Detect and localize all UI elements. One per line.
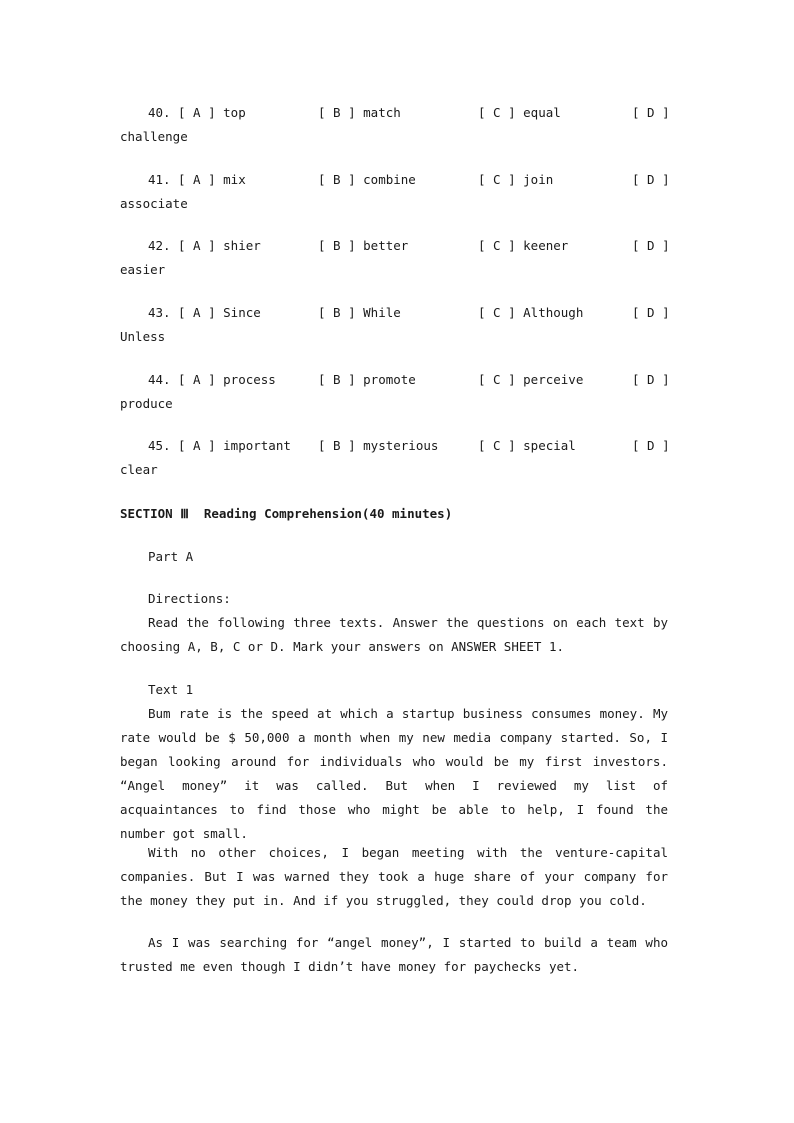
question-45	[120, 434, 668, 484]
option-d-label: [ D ]	[632, 372, 670, 387]
directions-text: Read the following three texts. Answer the questions on each text by choosing A, B, C or D. Mark your answers on ANSWER SHEET 1.	[120, 615, 668, 654]
question-number: 42.	[148, 238, 171, 253]
option-b: [ B ] mysterious	[318, 438, 439, 453]
option-b: [ B ] promote	[318, 372, 416, 387]
option-a: [ A ] shier	[178, 238, 261, 253]
option-d-label: [ D ]	[632, 305, 670, 320]
option-d-label: [ D ]	[632, 105, 670, 120]
part-label: Part A	[148, 549, 194, 564]
option-c: [ C ] Although	[478, 305, 584, 320]
option-d-label: [ D ]	[632, 238, 670, 253]
question-number: 44.	[148, 372, 171, 387]
question-42	[120, 234, 668, 284]
option-d-word: associate	[120, 196, 188, 211]
option-d-word: produce	[120, 396, 173, 411]
section-heading: SECTION Ⅲ Reading Comprehension(40 minutes)	[120, 506, 453, 521]
option-c: [ C ] join	[478, 172, 554, 187]
question-41	[120, 168, 668, 218]
question-44	[120, 368, 668, 418]
option-a: [ A ] important	[178, 438, 291, 453]
option-d-word: Unless	[120, 329, 166, 344]
option-a: [ A ] Since	[178, 305, 261, 320]
option-c: [ C ] perceive	[478, 372, 584, 387]
option-b: [ B ] While	[318, 305, 401, 320]
option-d-word: challenge	[120, 129, 188, 144]
question-number: 40.	[148, 105, 171, 120]
option-d-label: [ D ]	[632, 438, 670, 453]
paragraph-2: With no other choices, I began meeting with the venture-capital companies. But I was warned they took a huge share of your company for the money they put in. And if you struggled, they could drop you cold.	[120, 845, 668, 908]
paragraph-3: As I was searching for “angel money”, I started to build a team who trusted me even though I didn’t have money for paychecks yet.	[120, 935, 668, 974]
option-d-word: clear	[120, 462, 158, 477]
option-d-label: [ D ]	[632, 172, 670, 187]
option-a: [ A ] process	[178, 372, 276, 387]
question-43	[120, 301, 668, 351]
option-d-word: easier	[120, 262, 166, 277]
option-c: [ C ] equal	[478, 105, 561, 120]
paragraph-1: Bum rate is the speed at which a startup business consumes money. My rate would be $ 50,000 a month when my new media company started. So, I began looking around for individuals who would be my first investors. “Angel money” it was called. But when I reviewed my list of acquaintances to find those who might be able to help, I found the number got small.	[120, 706, 668, 841]
question-number: 45.	[148, 438, 171, 453]
option-b: [ B ] match	[318, 105, 401, 120]
option-c: [ C ] special	[478, 438, 576, 453]
question-40	[120, 101, 668, 151]
option-b: [ B ] combine	[318, 172, 416, 187]
option-b: [ B ] better	[318, 238, 409, 253]
text-label: Text 1	[148, 682, 194, 697]
question-number: 41.	[148, 172, 171, 187]
option-c: [ C ] keener	[478, 238, 569, 253]
directions-label: Directions:	[148, 591, 231, 606]
option-a: [ A ] top	[178, 105, 246, 120]
question-number: 43.	[148, 305, 171, 320]
option-a: [ A ] mix	[178, 172, 246, 187]
